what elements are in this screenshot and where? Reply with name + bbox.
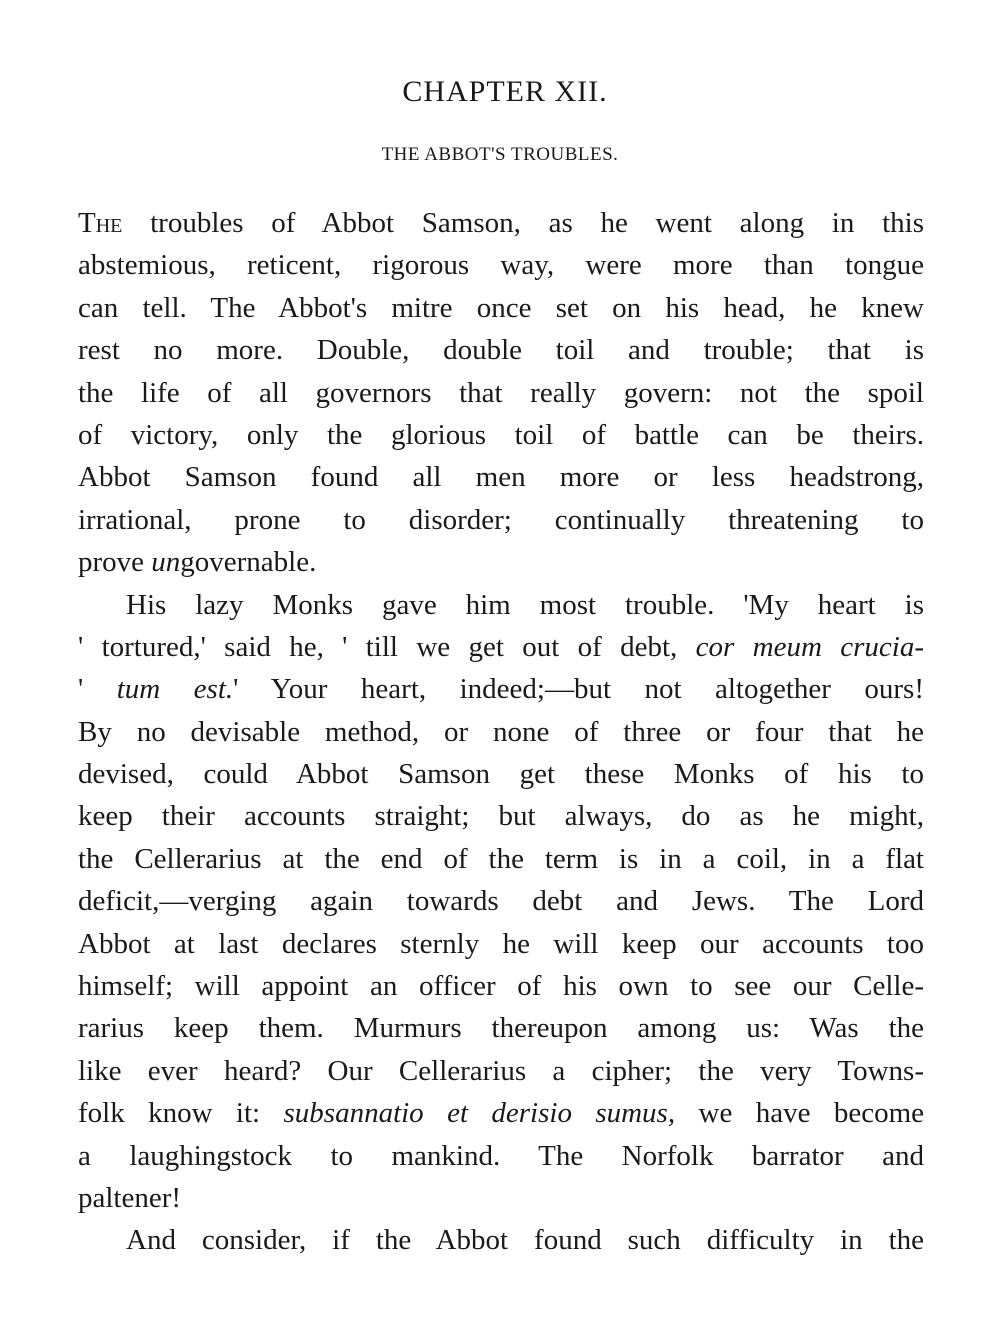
- text-line: His lazy Monks gave him most trouble. 'My heart is: [126, 588, 924, 621]
- text-line: Abbot at last declares sternly he will keep our accounts too: [78, 927, 924, 960]
- text-line: [78, 541, 924, 583]
- chapter-heading: CHAPTER XII.: [402, 75, 608, 108]
- text-line: paltener!: [78, 1181, 182, 1214]
- text-line: irrational, prone to disorder; continually threatening to: [78, 503, 924, 536]
- line-text: prove: [78, 546, 152, 579]
- paragraph: [78, 584, 924, 1220]
- text-line: [78, 1092, 924, 1134]
- text-line: [78, 202, 924, 244]
- italic-text: tum est.: [116, 673, 234, 706]
- chapter-subtitle: THE ABBOT'S TROUBLES.: [381, 144, 619, 165]
- italic-text: cor meum crucia-: [695, 630, 924, 663]
- text-line: rarius keep them. Murmurs thereupon among us: Was the: [78, 1012, 924, 1045]
- text-line: keep their accounts straight; but always, do as he might,: [78, 800, 924, 833]
- italic-text: subsannatio et derisio sumus,: [283, 1097, 676, 1130]
- text-line: [78, 626, 924, 668]
- text-line: deficit,—verging again towards debt and Jews. The Lord: [78, 885, 924, 918]
- text-line: rest no more. Double, double toil and trouble; that is: [78, 334, 924, 367]
- line-text: folk know it:: [78, 1097, 284, 1130]
- text-line: can tell. The Abbot's mitre once set on his head, he knew: [78, 291, 924, 324]
- text-line: the Cellerarius at the end of the term is in a coil, in a flat: [78, 842, 924, 875]
- italic-text: un: [151, 546, 181, 579]
- text-line: like ever heard? Our Cellerarius a cipher; the very Towns-: [78, 1054, 924, 1087]
- text-line: Abbot Samson found all men more or less headstrong,: [78, 461, 924, 494]
- text-line: of victory, only the glorious toil of battle can be theirs.: [78, 418, 924, 451]
- text-line: abstemious, reticent, rigorous way, were more than tongue: [78, 249, 924, 282]
- paragraph: [78, 1219, 924, 1261]
- line-text: ': [78, 673, 117, 706]
- line-text: we have become: [675, 1097, 925, 1130]
- text-line: devised, could Abbot Samson get these Monks of his to: [78, 758, 924, 791]
- line-text: governable.: [180, 546, 317, 579]
- text-line: a laughingstock to mankind. The Norfolk barrator and: [78, 1139, 924, 1172]
- paragraph: [78, 202, 924, 584]
- line-text: troubles of Abbot Samson, as he went along in this: [122, 207, 924, 239]
- body-text: [78, 202, 924, 1262]
- text-line: And consider, if the Abbot found such difficulty in the: [126, 1224, 924, 1257]
- line-text: ' Your heart, indeed;—but not altogether ours!: [233, 673, 924, 706]
- line-text: ' tortured,' said he, ' till we get out of debt,: [78, 630, 696, 663]
- text-line: By no devisable method, or none of three or four that he: [78, 715, 924, 748]
- small-caps-opening: The: [78, 207, 123, 239]
- text-line: [78, 668, 924, 710]
- text-line: himself; will appoint an officer of his own to see our Celle-: [78, 970, 924, 1003]
- text-line: the life of all governors that really govern: not the spoil: [78, 376, 924, 409]
